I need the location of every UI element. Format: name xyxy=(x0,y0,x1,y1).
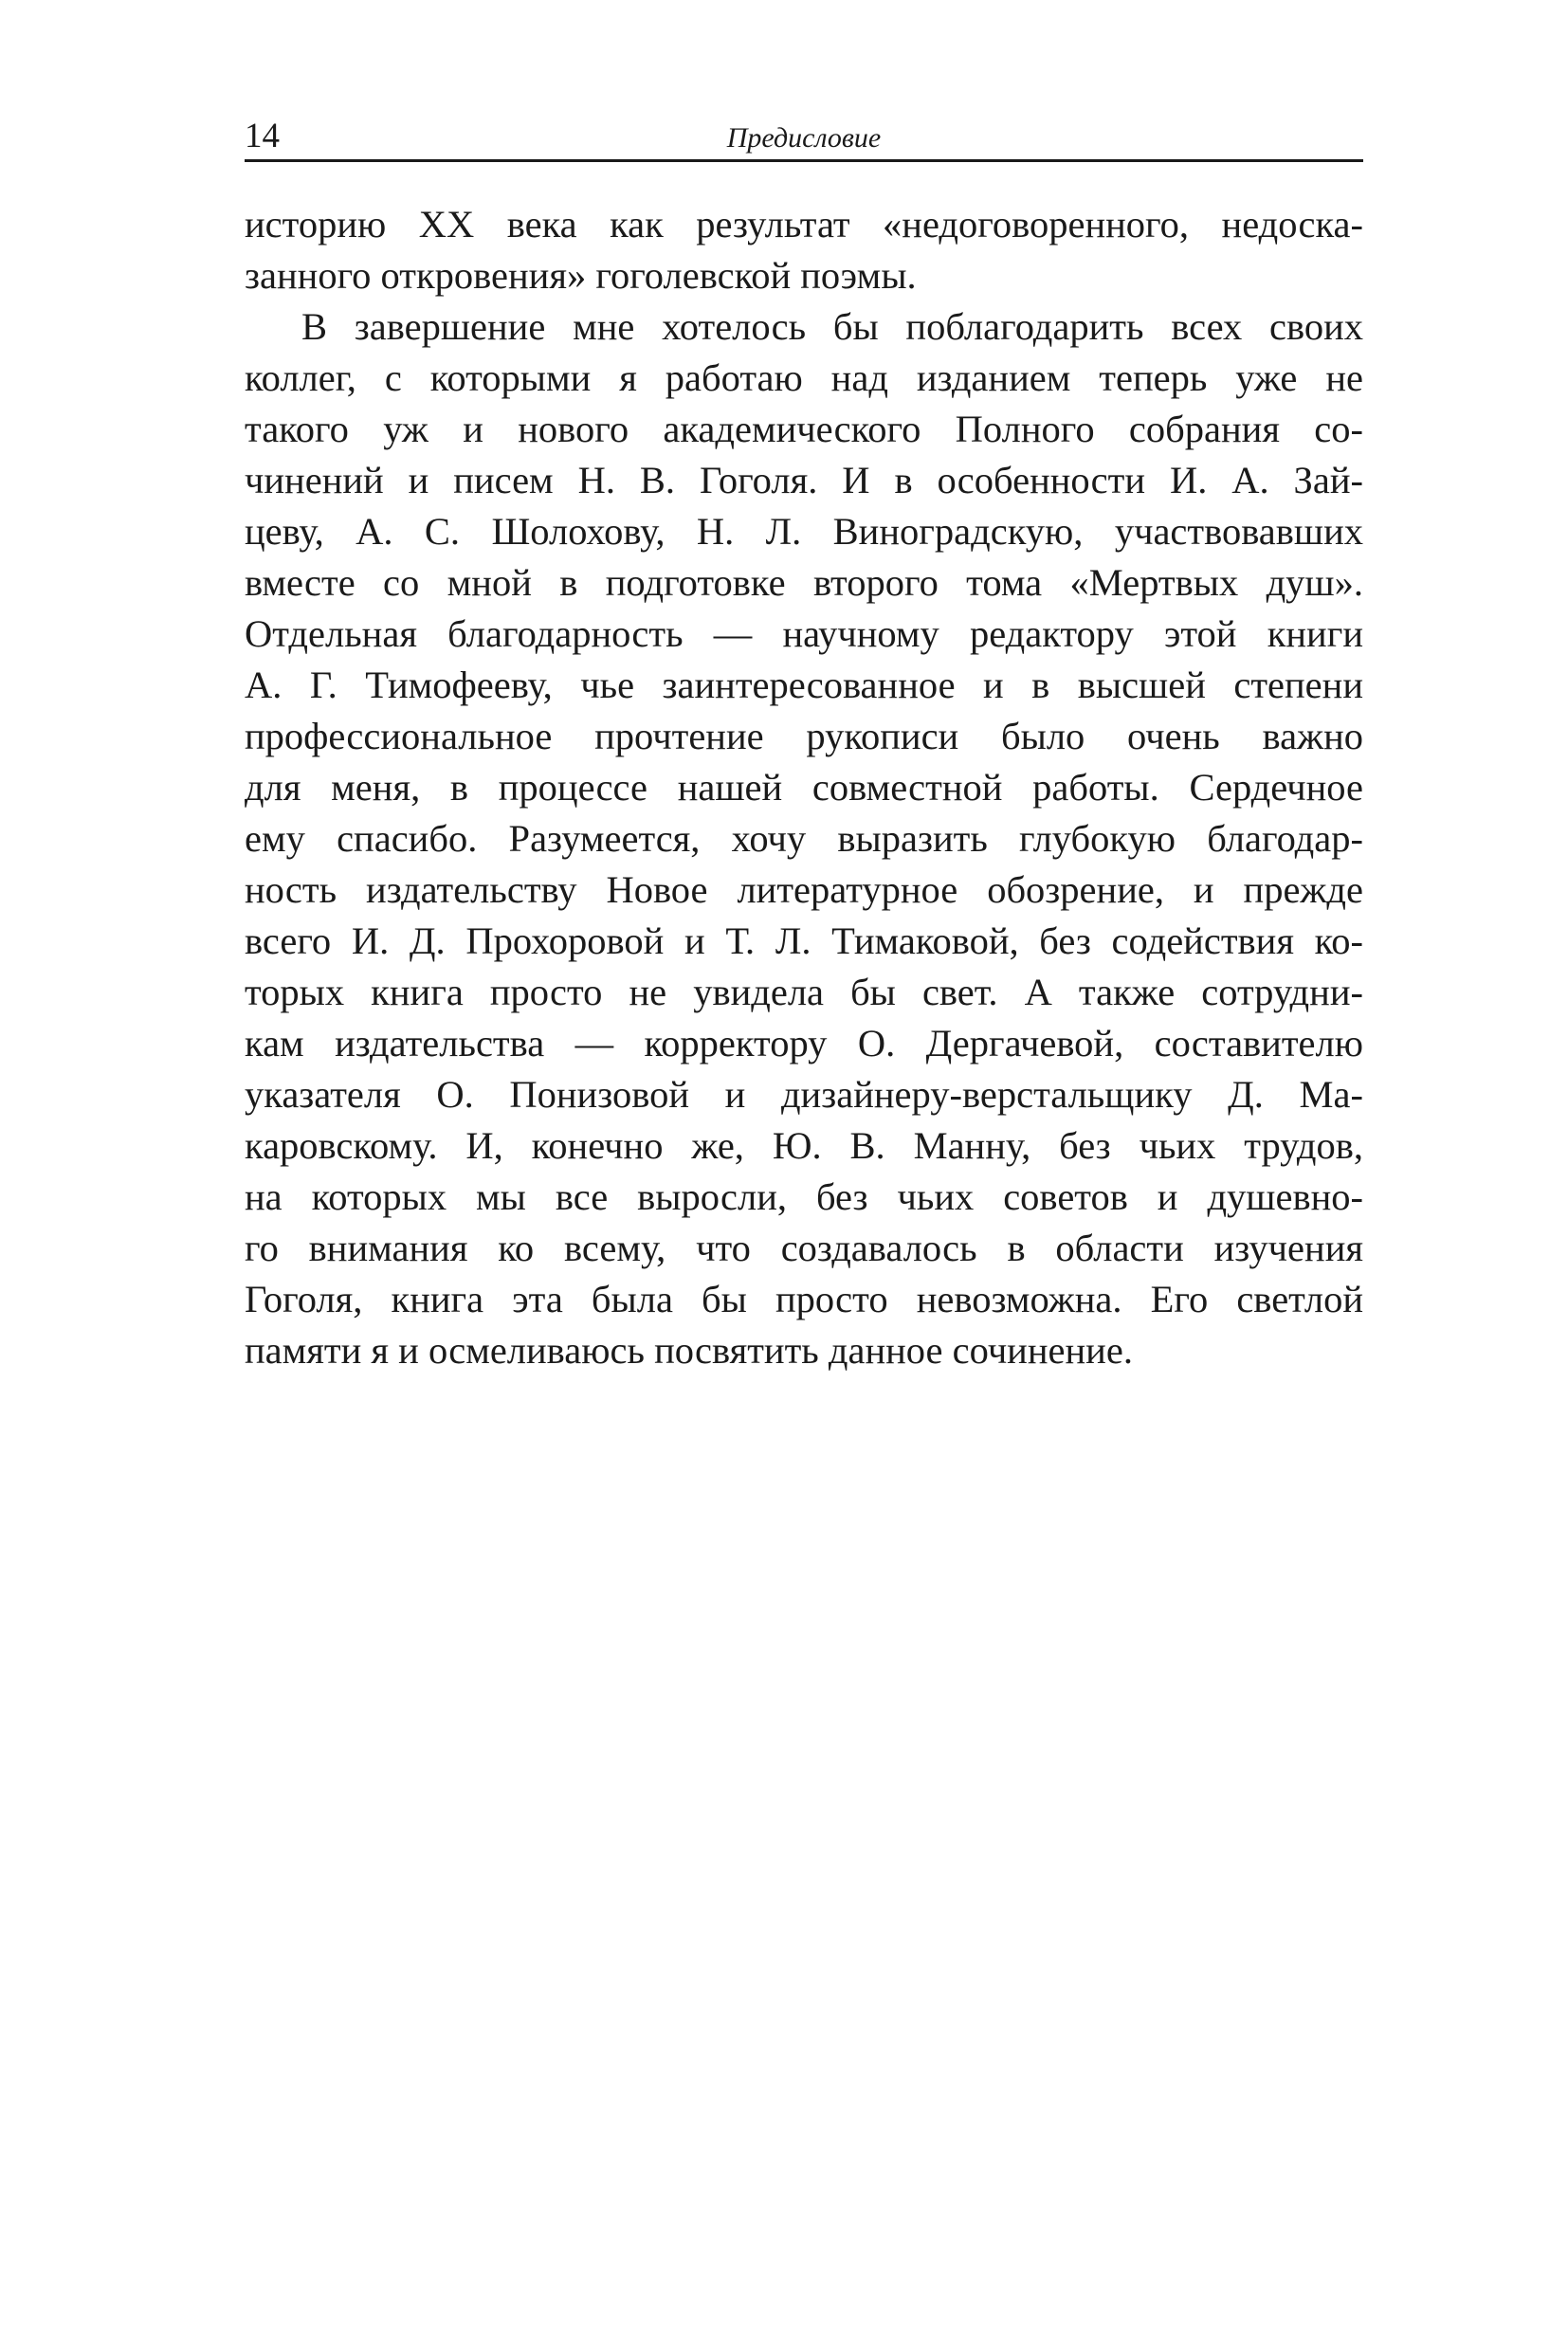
text-line: ность издательству Новое литературное обозрение, и прежде xyxy=(245,868,1363,911)
text-line: историю XX века как результат «недоговоренного, недоска- xyxy=(245,203,1363,246)
text-line: торых книга просто не увидела бы свет. А также сотрудни- xyxy=(245,971,1363,1013)
text-line: профессиональное прочтение рукописи было очень важно xyxy=(245,715,1363,757)
text-line: Отдельная благодарность — научному редактору этой книги xyxy=(245,612,1363,655)
text-line: кам издательства — корректору О. Дергачевой, составителю xyxy=(245,1022,1363,1064)
text-line: на которых мы все выросли, без чьих советов и душевно- xyxy=(245,1175,1363,1218)
text-line: занного откровения» гоголевской поэмы. xyxy=(245,254,917,297)
text-line: каровскому. И, конечно же, Ю. В. Манну, без чьих трудов, xyxy=(245,1124,1363,1167)
text-line: Гоголя, книга эта была бы просто невозможна. Его светлой xyxy=(245,1278,1363,1320)
section-title: Предисловие xyxy=(726,122,882,154)
text-line: всего И. Д. Прохоровой и Т. Л. Тимаковой, без содействия ко- xyxy=(245,919,1363,962)
text-line: цеву, А. С. Шолохову, Н. Л. Виноградскую, участвовавших xyxy=(245,510,1363,553)
text-line: для меня, в процессе нашей совместной работы. Сердечное xyxy=(245,766,1363,809)
running-head xyxy=(245,112,1363,161)
body-text xyxy=(245,199,1363,1376)
page-number: 14 xyxy=(245,117,280,155)
text-line: указателя О. Понизовой и дизайнеру-верстальщику Д. Ма- xyxy=(245,1073,1363,1116)
text-line: А. Г. Тимофееву, чье заинтересованное и в высшей степени xyxy=(245,664,1363,706)
text-line: чинений и писем Н. В. Гоголя. И в особенности И. А. Зай- xyxy=(245,459,1363,501)
text-line: коллег, с которыми я работаю над изданием теперь уже не xyxy=(245,356,1363,399)
text-line: го внимания ко всему, что создавалось в области изучения xyxy=(245,1227,1363,1269)
text-line: такого уж и нового академического Полного собрания со- xyxy=(245,408,1363,450)
header-rule xyxy=(245,159,1363,162)
paragraph-first-line: В завершение мне хотелось бы поблагодарить всех своих xyxy=(301,305,1363,348)
text-line: вместе со мной в подготовке второго тома «Мертвых душ». xyxy=(245,561,1363,604)
text-line: памяти я и осмеливаюсь посвятить данное сочинение. xyxy=(245,1329,1133,1372)
text-line: ему спасибо. Разумеется, хочу выразить глубокую благодар- xyxy=(245,817,1363,860)
